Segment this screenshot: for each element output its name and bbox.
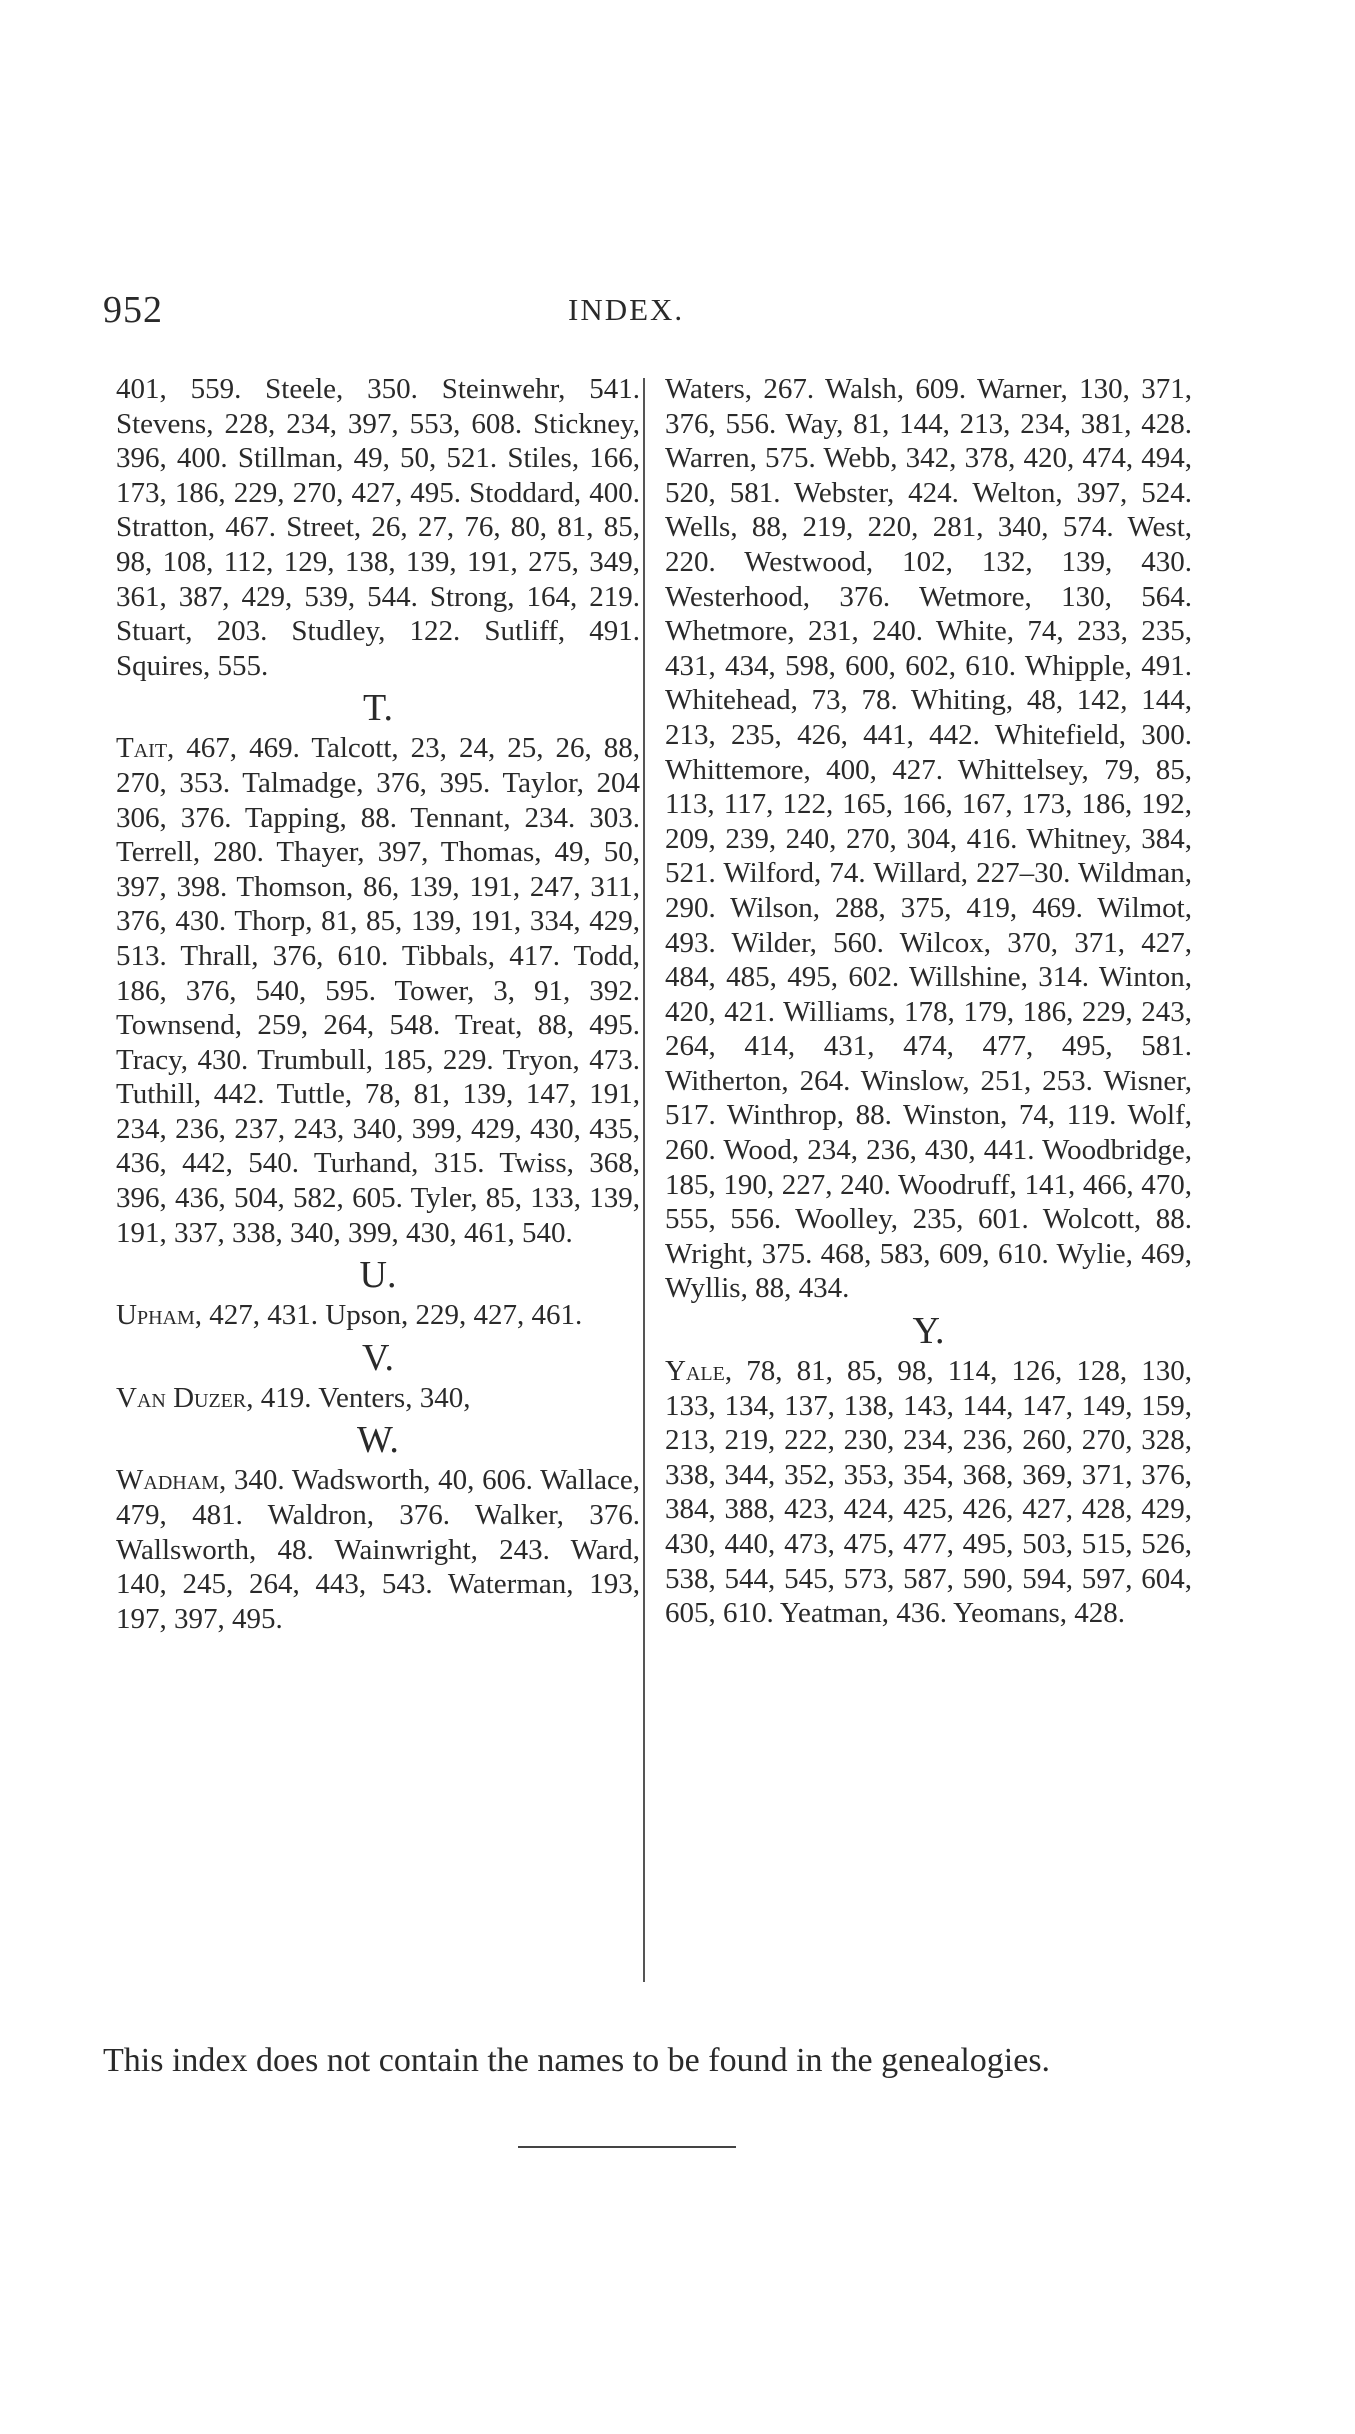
entries-v-rest: , 419. Venters, 340,: [246, 1381, 471, 1414]
index-entries-t: [116, 731, 640, 1250]
first-surname-w: Wadham: [116, 1464, 219, 1497]
section-letter-v: V.: [361, 1336, 395, 1379]
first-surname-u: Upham: [116, 1299, 195, 1332]
running-head: INDEX.: [568, 292, 685, 327]
entries-t-rest: , 467, 469. Talcott, 23, 24, 25, 26, 88, 270, 353. Talmadge, 376, 395. Taylor, 204 306, 376. Tapping, 88. Tennant, 234. 303. Terrell, 280. Thayer, 397, Thomas, 49, 50, 397, 398. Thomson, 86, 139, 191, 247, 311, 376, 430. Thorp, 81, 85, 139, 191, 334, 429, 513. Thrall, 376, 610. Tibbals, 417. Todd, 186, 376, 540, 595. Tower, 3, 91, 392. Townsend, 259, 264, 548. Treat, 88, 495. Tracy, 430. Trumbull, 185, 229. Tryon, 473. Tuthill, 442. Tuttle, 78, 81, 139, 147, 191, 234, 236, 237, 243, 340, 399, 429, 430, 435, 436, 442, 540. Turhand, 315. Twiss, 368, 396, 436, 504, 582, 605. Tyler, 85, 133, 139, 191, 337, 338, 340, 399, 430, 461, 540.: [116, 732, 640, 1249]
index-entries-w: [116, 1463, 640, 1636]
section-letter-w: W.: [357, 1419, 399, 1462]
column-rule: [643, 378, 645, 1982]
entries-w-rest: , 340. Wadsworth, 40, 606. Wallace, 479, 481. Waldron, 376. Walker, 376. Wallsworth, 48. Wainwright, 243. Ward, 140, 245, 264, 443, 543. Waterman, 193, 197, 397, 495.: [116, 1464, 640, 1635]
section-letter-u: U.: [359, 1254, 397, 1297]
section-letter-y: Y.: [912, 1310, 945, 1353]
page-number: 952: [103, 289, 163, 331]
first-surname-y: Yale: [665, 1355, 725, 1388]
index-entries-u: [116, 1298, 640, 1333]
first-surname-v: Van Duzer: [116, 1381, 247, 1414]
entries-y-rest: , 78, 81, 85, 98, 114, 126, 128, 130, 133, 134, 137, 138, 143, 144, 147, 149, 159, 213, 219, 222, 230, 234, 236, 260, 270, 328, 338, 344, 352, 353, 354, 368, 369, 371, 376, 384, 388, 423, 424, 425, 426, 427, 428, 429, 430, 440, 473, 475, 477, 495, 503, 515, 526, 538, 544, 545, 573, 587, 590, 594, 597, 604, 605, 610. Yeatman, 436. Yeomans, 428.: [665, 1355, 1192, 1630]
index-column-left: [116, 372, 640, 1636]
index-entries-v: [116, 1381, 640, 1416]
closing-rule: [518, 2146, 736, 2148]
first-surname-t: Tait: [116, 732, 168, 765]
index-entries-s: 401, 559. Steele, 350. Steinwehr, 541. Stevens, 228, 234, 397, 553, 608. Stickney, 396, 400. Stillman, 49, 50, 521. Stiles, 166, 173, 186, 229, 270, 427, 495. Stoddard, 400. Stratton, 467. Street, 26, 27, 76, 80, 81, 85, 98, 108, 112, 129, 138, 139, 191, 275, 349, 361, 387, 429, 539, 544. Strong, 164, 219. Stuart, 203. Studley, 122. Sutliff, 491. Squires, 555.: [116, 373, 640, 682]
index-entries-y: [665, 1354, 1192, 1631]
index-entries-w-continued: Waters, 267. Walsh, 609. Warner, 130, 371, 376, 556. Way, 81, 144, 213, 234, 381, 428. Warren, 575. Webb, 342, 378, 420, 474, 494, 520, 581. Webster, 424. Welton, 397, 524. Wells, 88, 219, 220, 281, 340, 574. West, 220. Westwood, 102, 132, 139, 430. Westerhood, 376. Wetmore, 130, 564. Whetmore, 231, 240. White, 74, 233, 235, 431, 434, 598, 600, 602, 610. Whipple, 491. Whitehead, 73, 78. Whiting, 48, 142, 144, 213, 235, 426, 441, 442. Whitefield, 300. Whittemore, 400, 427. Whittelsey, 79, 85, 113, 117, 122, 165, 166, 167, 173, 186, 192, 209, 239, 240, 270, 304, 416. Whitney, 384, 521. Wilford, 74. Willard, 227–30. Wildman, 290. Wilson, 288, 375, 419, 469. Wilmot, 493. Wilder, 560. Wilcox, 370, 371, 427, 484, 485, 495, 602. Willshine, 314. Winton, 420, 421. Williams, 178, 179, 186, 229, 243, 264, 414, 431, 474, 477, 495, 581. Witherton, 264. Winslow, 251, 253. Wisner, 517. Winthrop, 88. Winston, 74, 119. Wolf, 260. Wood, 234, 236, 430, 441. Woodbridge, 185, 190, 227, 240. Woodruff, 141, 466, 470, 555, 556. Woolley, 235, 601. Wolcott, 88. Wright, 375. 468, 583, 609, 610. Wylie, 469, Wyllis, 88, 434.: [665, 373, 1192, 1305]
section-letter-t: T.: [363, 687, 393, 730]
entries-u-rest: , 427, 431. Upson, 229, 427, 461.: [194, 1299, 583, 1332]
index-column-right: [665, 372, 1192, 1631]
index-footnote: This index does not contain the names to be found in the genealogies.: [103, 2042, 1051, 2079]
